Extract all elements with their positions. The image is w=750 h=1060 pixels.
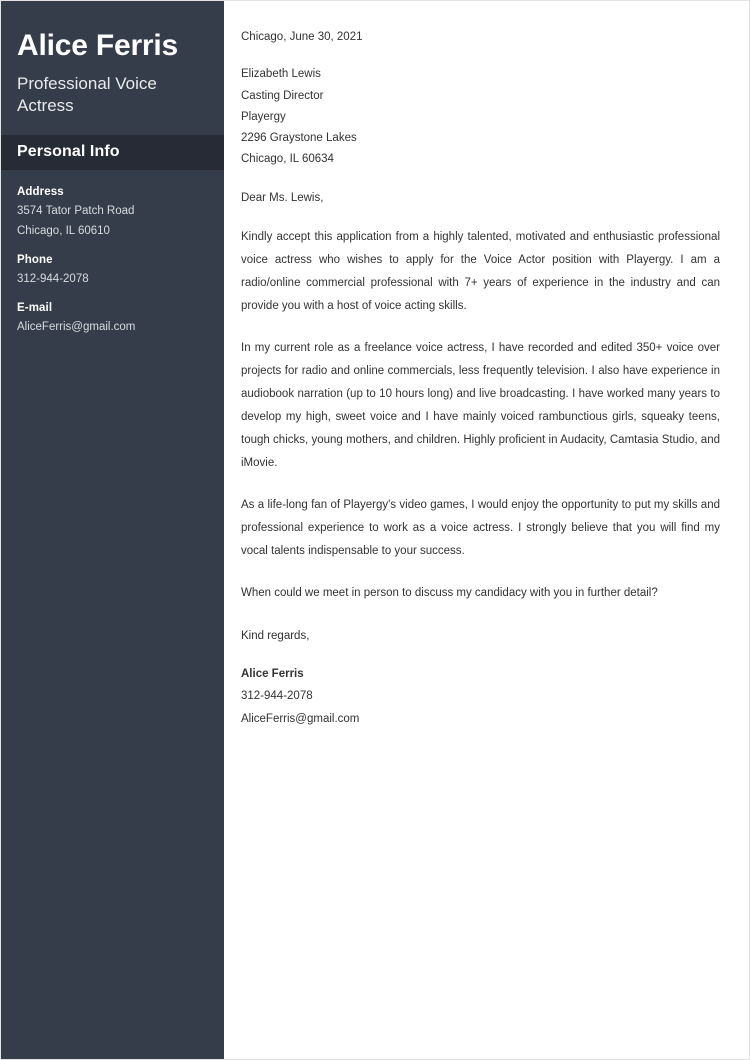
contact-block-email (17, 302, 208, 336)
body-paragraph-1: Kindly accept this application from a highly talented, motivated and enthusiastic professional voice actress who wishes to apply for the Voice Actor position with Playergy. I am a radio/online commercial professional with 7+ years of experience in the industry and can provide you with a host of voice acting skills. (241, 230, 720, 312)
recipient-name: Elizabeth Lewis (241, 68, 321, 81)
contact-block-address (17, 186, 208, 240)
letter-body (224, 1, 749, 1059)
recipient-city: Chicago, IL 60634 (241, 153, 334, 166)
body-paragraph-2: In my current role as a freelance voice actress, I have recorded and edited 350+ voice over projects for radio and online commercials, less frequently television. I also have experience in audiobook narration (up to 10 hours long) and live broadcasting. I have worked many years to develop my high, sweet voice and I have mainly voiced rambunctious girls, squeaky teens, tough chicks, young mothers, and children. Highly proficient in Audacity, Camtasia Studio, and iMovie. (241, 341, 720, 469)
contact-block-phone (17, 254, 208, 288)
signature-email[interactable]: AliceFerris@gmail.com (241, 712, 360, 725)
recipient-block (241, 64, 720, 170)
body-paragraph-3: As a life-long fan of Playergy's video games, I would enjoy the opportunity to put my skills and professional experience to work as a voice actress. I strongly believe that you will find my vocal talents indispensable to your success. (241, 498, 720, 557)
recipient-company: Playergy (241, 110, 286, 123)
signature-block (241, 665, 720, 728)
recipient-title: Casting Director (241, 89, 324, 102)
address-line-2: Chicago, IL 60610 (17, 225, 110, 238)
sidebar-header (1, 1, 224, 135)
phone-value[interactable]: 312-944-2078 (17, 273, 89, 286)
address-label: Address (17, 185, 64, 198)
closing-line: Kind regards, (241, 629, 310, 642)
address-line-1: 3574 Tator Patch Road (17, 204, 135, 217)
recipient-street: 2296 Graystone Lakes (241, 132, 357, 145)
email-label: E-mail (17, 301, 53, 314)
body-paragraph-4: When could we meet in person to discuss my candidacy with you in further detail? (241, 586, 658, 599)
phone-label: Phone (17, 254, 53, 267)
sidebar (1, 1, 224, 1059)
candidate-name: Alice Ferris (17, 29, 179, 62)
personal-info-band (1, 135, 224, 170)
signature-phone[interactable]: 312-944-2078 (241, 690, 313, 703)
letter-date: Chicago, June 30, 2021 (241, 31, 363, 43)
signature-name: Alice Ferris (241, 668, 304, 681)
personal-info-heading: Personal Info (17, 142, 120, 160)
salutation: Dear Ms. Lewis, (241, 191, 324, 204)
contact-list (1, 170, 224, 336)
letter-content (241, 29, 720, 728)
email-value[interactable]: AliceFerris@gmail.com (17, 320, 136, 333)
candidate-job-title: Professional Voice Actress (17, 73, 157, 115)
